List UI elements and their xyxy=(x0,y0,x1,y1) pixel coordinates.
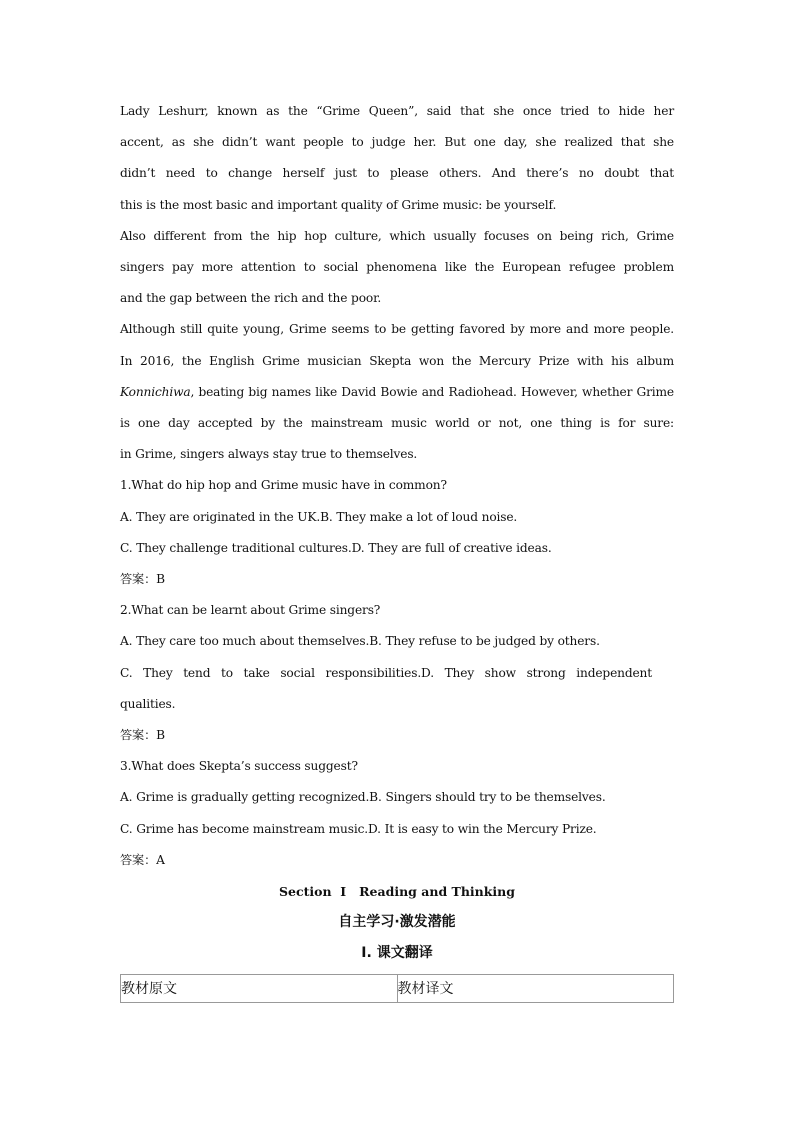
text-line: is one day accepted by the mainstream music world or not, one thing is for sure: xyxy=(120,416,674,431)
question-text: 1.What do hip hop and Grime music have in common? xyxy=(120,478,447,493)
text-line: Although still quite young, Grime seems to be getting favored by more and more people. xyxy=(120,322,674,337)
text-line: in Grime, singers always stay true to themselves. xyxy=(120,447,418,462)
translation-heading: Ⅰ. 课文翻译 xyxy=(361,945,433,962)
text-line: and the gap between the rich and the poor. xyxy=(120,291,382,306)
option-line: C. They challenge traditional cultures.D. They are full of creative ideas. xyxy=(120,540,552,555)
table-row xyxy=(121,974,674,1002)
text-line: In 2016, the English Grime musician Skepta won the Mercury Prize with his album xyxy=(120,353,674,368)
question-2 xyxy=(120,595,674,751)
text-line: Also different from the hip hop culture, which usually focuses on being rich, Grime xyxy=(120,228,674,243)
album-title: Konnichiwa xyxy=(120,384,191,399)
section-title: Section Ⅰ Reading and Thinking xyxy=(279,884,515,900)
question-text: 2.What can be learnt about Grime singers? xyxy=(120,603,381,618)
question-text: 3.What does Skepta’s success suggest? xyxy=(120,759,358,774)
passage-paragraph-3 xyxy=(120,314,674,470)
text-line: singers pay more attention to social phenomena like the European refugee problem xyxy=(120,260,674,275)
option-line: qualities. xyxy=(120,696,176,711)
text-line: this is the most basic and important quality of Grime music: be yourself. xyxy=(120,197,557,212)
text-line: Lady Leshurr, known as the “Grime Queen”, said that she once tried to hide her xyxy=(120,104,674,118)
document-page xyxy=(120,96,674,1003)
question-1 xyxy=(120,470,674,595)
table-header-translation: 教材译文 xyxy=(397,974,674,1002)
answer-line: 答案：A xyxy=(120,852,165,867)
option-line: A. They are originated in the UK.B. They make a lot of loud noise. xyxy=(120,509,518,524)
passage-paragraph-1 xyxy=(120,96,674,221)
section-subtitle: 自主学习·激发潜能 xyxy=(338,914,456,931)
option-line: A. They care too much about themselves.B. They refuse to be judged by others. xyxy=(120,634,600,649)
option-line: C. They tend to take social responsibilities.D. They show strong independent xyxy=(120,665,652,680)
text-fragment: , beating big names like David Bowie and Radiohead. However, whether Grime xyxy=(190,384,674,399)
option-line: A. Grime is gradually getting recognized.B. Singers should try to be themselves. xyxy=(120,790,606,805)
text-line xyxy=(120,377,674,408)
translation-table xyxy=(120,974,674,1003)
text-line: accent, as she didn’t want people to judge her. But one day, she realized that she xyxy=(120,135,674,150)
option-line: C. Grime has become mainstream music.D. It is easy to win the Mercury Prize. xyxy=(120,821,597,836)
text-line: didn’t need to change herself just to please others. And there’s no doubt that xyxy=(120,166,674,181)
answer-line: 答案：B xyxy=(120,728,165,743)
answer-line: 答案：B xyxy=(120,572,165,587)
question-3 xyxy=(120,751,674,876)
passage-paragraph-2 xyxy=(120,221,674,315)
table-header-original: 教材原文 xyxy=(121,974,398,1002)
